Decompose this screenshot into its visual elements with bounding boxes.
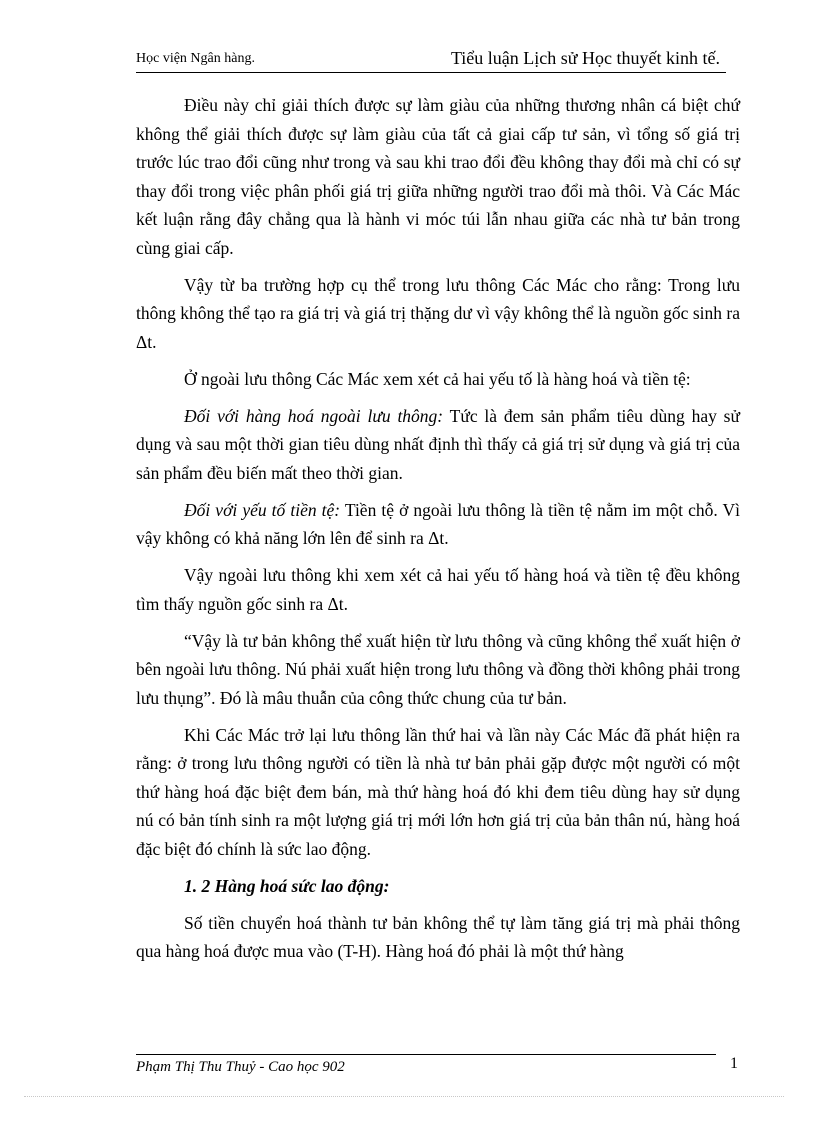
paragraph: “Vậy là tư bản không thể xuất hiện từ lưu thông và cũng không thể xuất hiện ở bên ngoài lưu thông. Nú phải xuất hiện trong lưu thông và đồng thời không phải trong lưu thụng”. Đó là mâu thuẫn của công thức chung của tư bản. xyxy=(136,630,740,708)
page-footer xyxy=(136,1054,716,1075)
paragraph: Vậy ngoài lưu thông khi xem xét cả hai yếu tố hàng hoá và tiền tệ đều không tìm thấy nguồn gốc sinh ra Δt. xyxy=(136,565,740,614)
section-heading: 1. 2 Hàng hoá sức lao động: xyxy=(184,875,390,896)
paragraph: Số tiền chuyển hoá thành tư bản không thể tự làm tăng giá trị mà phải thông qua hàng hoá được mua vào (T-H). Hàng hoá đó phải là một thứ hàng xyxy=(136,912,740,961)
footer-author: Phạm Thị Thu Thuỷ - Cao học 902 xyxy=(136,1059,345,1075)
paragraph-lead: Đối với yếu tố tiền tệ: xyxy=(184,499,341,520)
page-number: 1 xyxy=(730,1055,738,1072)
header-title: Tiểu luận Lịch sử Học thuyết kinh tế. xyxy=(450,48,720,68)
paragraph: Khi Các Mác trở lại lưu thông lần thứ hai và lần này Các Mác đã phát hiện ra rằng: ở trong lưu thông người có tiền là nhà tư bản phải gặp được một người có một thứ hàng hoá đặc biệt đem bán, mà thứ hàng hoá đó khi đem tiêu dùng hay sử dụng nú có bản tính sinh ra một lượng giá trị mới lớn hơn giá trị của bản thân nú, hàng hoá đặc biệt đó chính là sức lao động. xyxy=(136,724,740,859)
page-edge-divider xyxy=(24,1096,784,1097)
paragraph-text: Tức là đem sản phẩm tiêu dùng hay sử dụng và sau một thời gian tiêu dùng nhất định thì thấy cả giá trị sử dụng và giá trị của sản phẩm đều biến mất theo thời gian. xyxy=(136,405,740,483)
document-body xyxy=(136,91,740,974)
paragraph: Ở ngoài lưu thông Các Mác xem xét cả hai yếu tố là hàng hoá và tiền tệ: xyxy=(184,368,691,389)
header-institution: Học viện Ngân hàng. xyxy=(136,51,255,66)
paragraph: Vậy từ ba trường hợp cụ thể trong lưu thông Các Mác cho rằng: Trong lưu thông không thể tạo ra giá trị và giá trị thặng dư vì vậy không thể là nguồn gốc sinh ra Δt. xyxy=(136,274,740,352)
paragraph-text: Tiền tệ ở ngoài lưu thông là tiền tệ nằm im một chỗ. Vì vậy không có khả năng lớn lên để sinh ra Δt. xyxy=(136,499,740,548)
paragraph-lead: Đối với hàng hoá ngoài lưu thông: xyxy=(184,405,444,426)
paragraph xyxy=(136,402,740,488)
paragraph: Điều này chỉ giải thích được sự làm giàu của những thương nhân cá biệt chứ không thể giải thích được sự làm giàu của tất cả giai cấp tư sản, vì tổng số giá trị trước lúc trao đổi cũng như trong và sau khi trao đổi đều không thay đổi mà chỉ có sự thay đổi trong việc phân phối giá trị giữa những người trao đổi mà thôi. Và Các Mác kết luận rằng đây chẳng qua là hành vi móc túi lẫn nhau giữa các nhà tư bản trong cùng giai cấp. xyxy=(136,95,740,258)
paragraph xyxy=(136,496,740,553)
page-header xyxy=(136,46,726,73)
